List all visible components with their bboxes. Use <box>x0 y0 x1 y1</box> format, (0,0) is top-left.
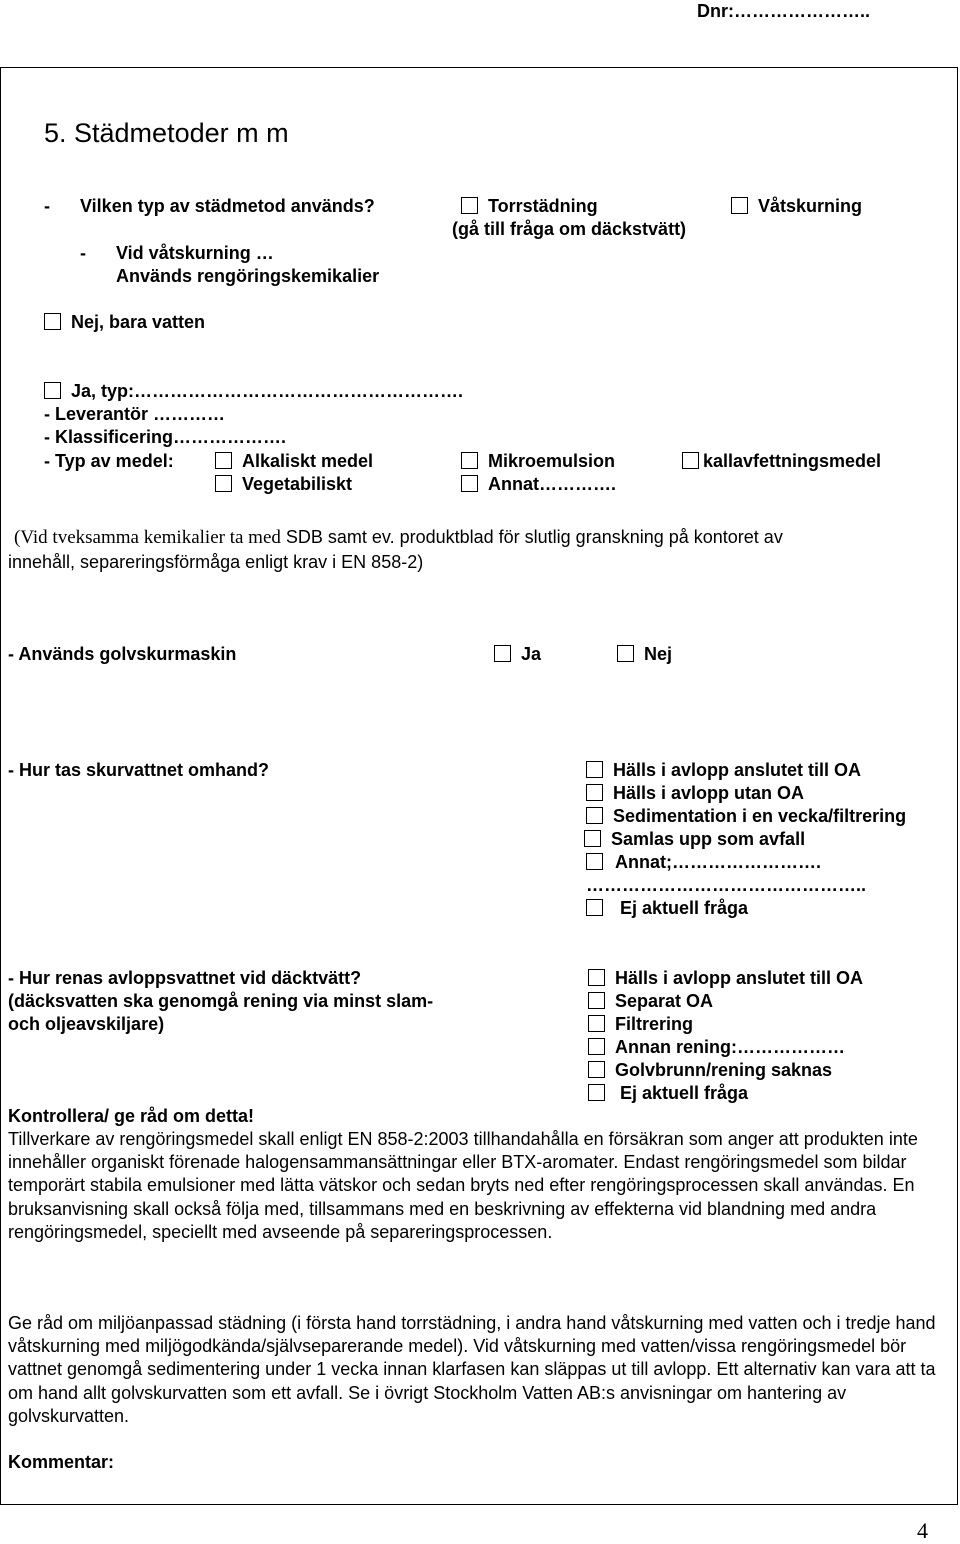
q4-option-3: Sedimentation i en vecka/filtrering <box>613 806 907 826</box>
checkbox-kallavfettning[interactable] <box>682 452 699 469</box>
checkbox-torrstadning[interactable] <box>461 197 478 214</box>
q5-option-4: Annan rening:……………… <box>615 1037 845 1057</box>
checkbox-q5-option-4[interactable] <box>588 1038 605 1055</box>
page-number: 4 <box>917 1518 928 1543</box>
q5-option-3: Filtrering <box>615 1014 694 1034</box>
q1-label: Vilken typ av städmetod används? <box>80 196 375 216</box>
q1-dash: - <box>44 196 50 216</box>
option-alkaliskt: Alkaliskt medel <box>242 451 374 471</box>
kemikalier-note-line2: innehåll, separeringsförmåga enligt krav i EN 858-2) <box>8 552 424 572</box>
q3-label: - Används golvskurmaskin <box>8 644 237 664</box>
section-title: 5. Städmetoder m m <box>44 118 289 148</box>
q5-label: - Hur renas avloppsvattnet vid däcktvätt? <box>8 968 362 988</box>
checkbox-alkaliskt[interactable] <box>215 452 232 469</box>
option-golvskurmaskin-ja: Ja <box>521 644 542 664</box>
checkbox-golvskurmaskin-ja[interactable] <box>494 645 511 662</box>
q2-dash: - <box>80 243 86 263</box>
option-golvskurmaskin-nej: Nej <box>644 644 673 664</box>
checkbox-q4-option-1[interactable] <box>586 761 603 778</box>
checkbox-q4-option-2[interactable] <box>586 784 603 801</box>
checkbox-q5-option-3[interactable] <box>588 1015 605 1032</box>
q4-label: - Hur tas skurvattnet omhand? <box>8 760 270 780</box>
option-torrstadning-note: (gå till fråga om däckstvätt) <box>452 219 687 239</box>
q4-annat-continuation: ……………………………………….. <box>586 875 867 895</box>
q5-option-1: Hälls i avlopp anslutet till OA <box>615 968 864 988</box>
dnr-field[interactable]: Dnr:………………….. <box>697 1 870 21</box>
option-kallavfettning: kallavfettningsmedel <box>703 451 882 471</box>
checkbox-vatskurning[interactable] <box>731 197 748 214</box>
option-torrstadning: Torrstädning <box>488 196 598 216</box>
checkbox-ja-typ[interactable] <box>44 382 61 399</box>
option-vegetabiliskt: Vegetabiliskt <box>242 474 353 494</box>
checkbox-q4-option-5[interactable] <box>586 853 603 870</box>
checkbox-q5-option-2[interactable] <box>588 992 605 1009</box>
q5-note-1: (däcksvatten ska genomgå rening via minst slam- <box>8 991 434 1011</box>
checkbox-nej-bara-vatten[interactable] <box>44 313 61 330</box>
kontroll-paragraph-2: Ge råd om miljöanpassad städning (i första hand torrstädning, i andra hand våtskurning med vatten och i tredje hand våtskurning med miljögodkända/självseparerande medel). Vid våtskurning med vatten/vissa rengöringsmedel bör vattnet genomgå sedimentering under 1 vecka innan klarfasen kan släppas ut till avlopp. Ett alternativ kan vara att ta om hand allt golvskurvatten som ett avfall. Se i övrigt Stockholm Vatten AB:s anvisningar om hantering av golvskurvatten. <box>8 1313 936 1426</box>
option-annat-medel: Annat…………. <box>488 474 616 494</box>
checkbox-q5-option-1[interactable] <box>588 969 605 986</box>
q4-option-5: Annat;……………………. <box>615 852 821 872</box>
kemikalier-note-serif: (Vid tveksamma kemikalier ta med <box>14 527 281 548</box>
checkbox-vegetabiliskt[interactable] <box>215 475 232 492</box>
checkbox-golvskurmaskin-nej[interactable] <box>617 645 634 662</box>
checkbox-q4-option-3[interactable] <box>586 807 603 824</box>
q5-option-5: Golvbrunn/rening saknas <box>615 1060 833 1080</box>
checkbox-q4-option-4[interactable] <box>584 830 601 847</box>
klassificering-field: - Klassificering………………. <box>44 427 287 447</box>
kontroll-heading: Kontrollera/ ge råd om detta! <box>8 1106 255 1126</box>
kemikalier-note-rest: SDB samt ev. produktblad för slutlig granskning på kontoret av <box>280 527 783 547</box>
q4-option-2: Hälls i avlopp utan OA <box>613 783 805 803</box>
leverantor-field: - Leverantör ………… <box>44 404 226 424</box>
q4-option-1: Hälls i avlopp anslutet till OA <box>613 760 862 780</box>
q2-label: Vid våtskurning … <box>116 243 274 263</box>
checkbox-q5-option-5[interactable] <box>588 1061 605 1078</box>
q5-note-2: och oljeavskiljare) <box>8 1014 165 1034</box>
q5-option-6: Ej aktuell fråga <box>620 1083 749 1103</box>
kontroll-paragraph-1: Tillverkare av rengöringsmedel skall enligt EN 858-2:2003 tillhandahålla en försäkran som anger att produkten inte innehåller organiskt förenade halogensammansättningar eller BTX-aromater. Endast rengöringsmedel som bildar temporärt stabila emulsioner med lätta vätskor och sedan bryts ned efter rengöringsprocessen skall användas. En bruksanvisning skall också följa med, tillsammans med en beskrivning av effekterna vid blandning med andra rengöringsmedel, speciellt med avseende på separeringsprocessen. <box>8 1129 918 1242</box>
option-ja-typ: Ja, typ:………………………………………………. <box>71 381 464 401</box>
q4-ej-aktuell: Ej aktuell fråga <box>620 898 749 918</box>
typ-av-medel-label: - Typ av medel: <box>44 451 174 471</box>
kemikalier-note <box>14 526 783 549</box>
checkbox-q4-ej-aktuell[interactable] <box>586 899 603 916</box>
kommentar-label: Kommentar: <box>8 1452 115 1472</box>
checkbox-mikroemulsion[interactable] <box>461 452 478 469</box>
checkbox-q5-option-6[interactable] <box>588 1084 605 1101</box>
q4-option-4: Samlas upp som avfall <box>611 829 806 849</box>
q2-sub: Används rengöringskemikalier <box>116 266 380 286</box>
option-mikroemulsion: Mikroemulsion <box>488 451 616 471</box>
option-vatskurning: Våtskurning <box>758 196 863 216</box>
q5-option-2: Separat OA <box>615 991 714 1011</box>
checkbox-annat-medel[interactable] <box>461 475 478 492</box>
option-nej-bara-vatten: Nej, bara vatten <box>71 312 206 332</box>
